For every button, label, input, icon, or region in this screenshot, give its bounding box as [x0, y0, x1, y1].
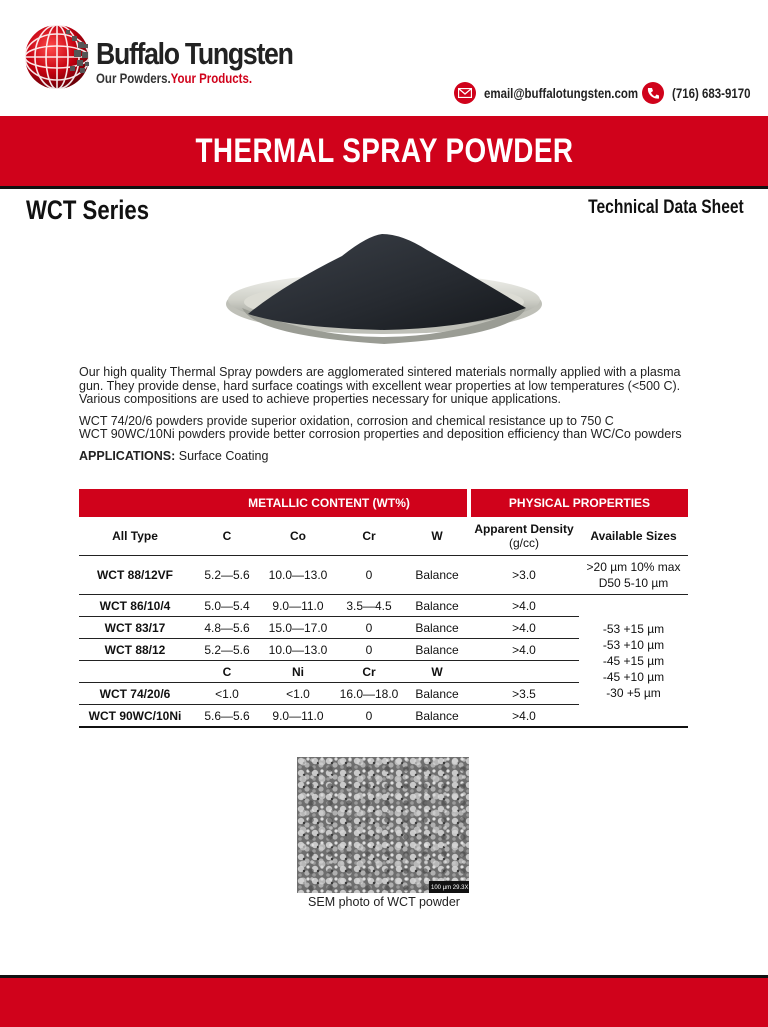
table-row: WCT 88/12 5.2—5.6 10.0—13.0 0 Balance >4.0 [79, 639, 688, 661]
title-banner [0, 116, 768, 189]
mail-icon [454, 82, 476, 104]
applications-label: APPLICATIONS: [79, 448, 176, 463]
powder-dish-image [222, 226, 546, 356]
col-header-w: W [405, 517, 469, 556]
table-row: WCT 83/17 4.8—5.6 15.0—17.0 0 Balance >4.0 [79, 617, 688, 639]
col-header-c: C [191, 517, 263, 556]
brand-tagline [96, 70, 283, 86]
description-wct74: WCT 74/20/6 powders provide superior oxidation, corrosion and chemical resistance up to 750 C [79, 413, 614, 428]
contact-phone[interactable]: (716) 683-9170 [672, 85, 751, 101]
col-header-cr: Cr [333, 517, 405, 556]
brand-block [96, 38, 325, 86]
group-header-physical: PHYSICAL PROPERTIES [469, 489, 688, 517]
description [79, 366, 694, 471]
doc-type-label: Technical Data Sheet [588, 197, 744, 218]
table-row: WCT 86/10/4 5.0—5.4 9.0—11.0 3.5—4.5 Balance >4.0 -53 +15 µm -53 +10 µm -45 +15 µm -45 +10 µm -30 +5 µm [79, 595, 688, 617]
table-row: WCT 88/12VF 5.2—5.6 10.0—13.0 0 Balance >3.0 >20 µm 10% max D50 5-10 µm [79, 556, 688, 595]
sem-caption: SEM photo of WCT powder [308, 895, 460, 909]
table-row: WCT 90WC/10Ni 5.6—5.6 9.0—11.0 0 Balance >4.0 [79, 705, 688, 728]
page-title: THERMAL SPRAY POWDER [195, 131, 573, 170]
phone-icon [642, 82, 664, 104]
sem-photo [297, 757, 469, 893]
available-sizes-cell: -53 +15 µm -53 +10 µm -45 +15 µm -45 +10 µm -30 +5 µm [579, 595, 688, 728]
footer-bar [0, 975, 768, 1027]
applications-value: Surface Coating [175, 448, 269, 463]
contact-email[interactable]: email@buffalotungsten.com [484, 85, 639, 101]
description-wct90: WCT 90WC/10Ni powders provide better corrosion properties and deposition efficiency than WC/Co powders [79, 427, 682, 441]
table-subheader-row: C Ni Cr W [79, 661, 688, 683]
tagline-part-a: Our Powders. [96, 70, 171, 86]
col-header-co: Co [263, 517, 333, 556]
series-title: WCT Series [26, 195, 150, 225]
group-header-metallic: METALLIC CONTENT (WT%) [79, 489, 469, 517]
spec-table [79, 489, 688, 728]
table-row: WCT 74/20/6 <1.0 <1.0 16.0—18.0 Balance >3.5 [79, 683, 688, 705]
col-header-density: Apparent Density (g/cc) [469, 517, 579, 556]
sem-scale-label: 100 µm 29.3X [431, 885, 469, 891]
contact-bar [454, 82, 751, 104]
tagline-part-b: Your Products. [170, 70, 253, 86]
globe-logo-icon [22, 22, 92, 92]
description-intro: Our high quality Thermal Spray powders are agglomerated sintered materials normally applied with a plasma gun. They provide dense, hard surface coatings with excellent wear properties at low temperatures (<500 C). Various compositions are used to achieve properties necessary for unique applications. [79, 365, 681, 406]
col-header-sizes: Available Sizes [579, 517, 688, 556]
brand-name: Buffalo Tungsten [96, 36, 293, 71]
col-header-type: All Type [79, 517, 191, 556]
